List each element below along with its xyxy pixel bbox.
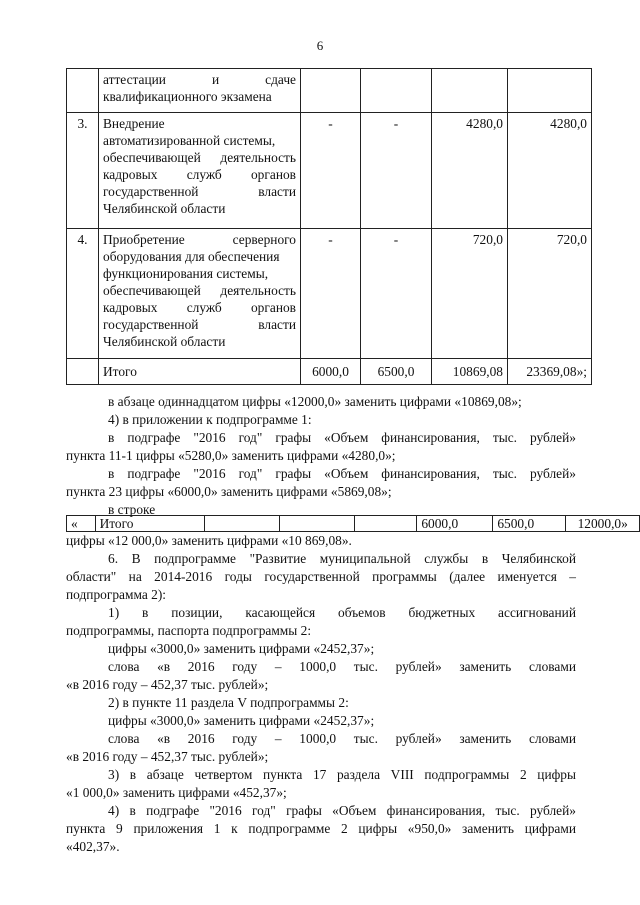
open-quote-cell: « <box>67 516 96 532</box>
value-total-cell: 720,0 <box>508 229 592 359</box>
value-2016-cell: 4280,0 <box>432 113 508 229</box>
name-line: Челябинской области <box>103 201 226 216</box>
paragraph: подпрограммы, паспорта подпрограммы 2: <box>66 623 312 638</box>
paragraph: пункта 9 приложения 1 к подпрограмме 2 цифры «950,0» заменить цифрами <box>66 821 576 836</box>
paragraph: цифры «3000,0» заменить цифрами «2452,37»; <box>108 713 375 728</box>
row-value-cell: 12000,0» <box>566 516 640 532</box>
table-row-total <box>67 359 592 385</box>
name-line: Приобретение серверного <box>103 232 296 247</box>
paragraph: в подграфе "2016 год" графы «Объем финансирования, тыс. рублей» <box>108 430 576 445</box>
paragraph: области" на 2014-2016 годы государственной программы (далее именуется – <box>66 569 576 584</box>
name-line: оборудования для обеспечения <box>103 249 280 264</box>
total-label-cell: Итого <box>99 359 301 385</box>
name-line: государственной власти <box>103 317 296 332</box>
paragraph: «в 2016 году – 452,37 тыс. рублей»; <box>66 677 269 692</box>
paragraph: пункта 23 цифры «6000,0» заменить цифрами «5869,08»; <box>66 484 392 499</box>
total-2015-cell: 6500,0 <box>361 359 432 385</box>
text-block-1 <box>66 393 576 519</box>
row-value-cell: 6500,0 <box>493 516 566 532</box>
row-number-cell: 4. <box>67 229 99 359</box>
name-line: государственной власти <box>103 184 296 199</box>
name-line: Челябинской области <box>103 334 226 349</box>
value-2014-cell: - <box>301 229 361 359</box>
text-block-2 <box>66 532 576 856</box>
row-name-cell <box>99 113 301 229</box>
row-value-cell: 6000,0 <box>417 516 493 532</box>
financing-table <box>66 68 592 385</box>
paragraph: 3) в абзаце четвертом пункта 17 раздела VIII подпрограммы 2 цифры <box>108 767 576 782</box>
value-total-cell: 4280,0 <box>508 113 592 229</box>
row-number-cell <box>67 69 99 113</box>
table-row <box>67 229 592 359</box>
value-2016-cell: 720,0 <box>432 229 508 359</box>
paragraph: слова «в 2016 году – 1000,0 тыс. рублей» заменить словами <box>108 731 576 746</box>
page-number: 6 <box>316 38 324 53</box>
paragraph: в абзаце одиннадцатом цифры «12000,0» заменить цифрами «10869,08»; <box>108 394 522 409</box>
paragraph: 6. В подпрограмме "Развитие муниципальной службы в Челябинской <box>108 551 576 566</box>
replacement-row-table <box>66 515 640 532</box>
total-2016-cell: 10869,08 <box>432 359 508 385</box>
name-line: обеспечивающей деятельность <box>103 150 296 165</box>
paragraph: пункта 11-1 цифры «5280,0» заменить цифрами «4280,0»; <box>66 448 396 463</box>
paragraph: подпрограмма 2): <box>66 587 166 602</box>
paragraph: «1 000,0» заменить цифрами «452,37»; <box>66 785 287 800</box>
row-number-cell <box>67 359 99 385</box>
total-2014-cell: 6000,0 <box>301 359 361 385</box>
total-sum-cell: 23369,08»; <box>508 359 592 385</box>
table-row <box>67 113 592 229</box>
paragraph: «в 2016 году – 452,37 тыс. рублей»; <box>66 749 269 764</box>
row-label-cell: Итого <box>95 516 205 532</box>
paragraph: в подграфе "2016 год" графы «Объем финансирования, тыс. рублей» <box>108 466 576 481</box>
paragraph: «402,37». <box>66 839 120 854</box>
value-2015-cell: - <box>361 113 432 229</box>
name-line: аттестации и сдаче <box>103 72 296 87</box>
paragraph: цифры «12 000,0» заменить цифрами «10 869,08». <box>66 533 352 548</box>
paragraph: 1) в позиции, касающейся объемов бюджетных ассигнований <box>108 605 576 620</box>
name-line: кадровых служб органов <box>103 300 296 315</box>
name-line: квалификационного экзамена <box>103 89 272 104</box>
paragraph: цифры «3000,0» заменить цифрами «2452,37»; <box>108 641 375 656</box>
value-2015-cell: - <box>361 229 432 359</box>
name-line: автоматизированной системы, <box>103 133 276 148</box>
row-number-cell: 3. <box>67 113 99 229</box>
paragraph: в строке <box>108 502 156 517</box>
paragraph: слова «в 2016 году – 1000,0 тыс. рублей» заменить словами <box>108 659 576 674</box>
table-row <box>67 516 640 532</box>
name-line: Внедрение <box>103 116 165 131</box>
paragraph: 4) в приложении к подпрограмме 1: <box>108 412 312 427</box>
row-name-cell <box>99 229 301 359</box>
name-line: обеспечивающей деятельность <box>103 283 296 298</box>
paragraph: 2) в пункте 11 раздела V подпрограммы 2: <box>108 695 349 710</box>
table-row <box>67 69 592 113</box>
row-name-cell <box>99 69 301 113</box>
name-line: кадровых служб органов <box>103 167 296 182</box>
value-2014-cell: - <box>301 113 361 229</box>
name-line: функционирования системы, <box>103 266 269 281</box>
paragraph: 4) в подграфе "2016 год" графы «Объем финансирования, тыс. рублей» <box>108 803 576 818</box>
